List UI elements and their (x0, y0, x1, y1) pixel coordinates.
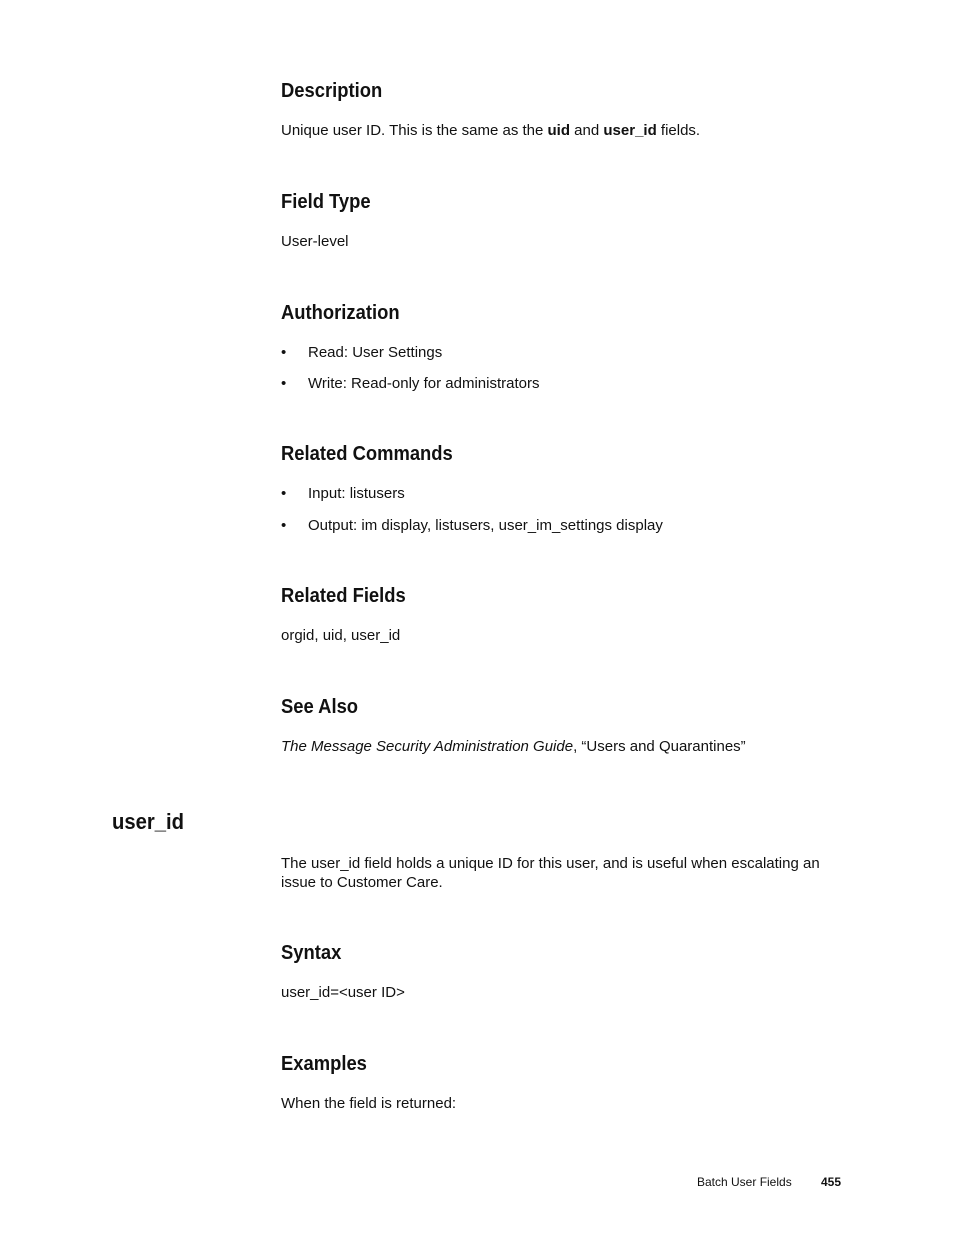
user-id-term: user_id (603, 122, 657, 139)
field-type-heading: Field Type (281, 191, 371, 213)
user-id-intro-line1: The user_id field holds a unique ID for this user, and is useful when escalating an (281, 855, 820, 872)
related-fields-heading: Related Fields (281, 585, 406, 607)
guide-title: The Message Security Administration Guide (281, 738, 574, 755)
examples-text: When the field is returned: (281, 1095, 457, 1112)
syntax-text: user_id=<user ID> (281, 984, 405, 1001)
see-also-heading: See Also (281, 696, 359, 718)
authorization-item: Read: User Settings (308, 344, 443, 361)
related-fields-text: orgid, uid, user_id (281, 627, 401, 644)
uid-term: uid (547, 122, 571, 139)
page-number: 455 (821, 1175, 842, 1189)
examples-heading: Examples (281, 1053, 367, 1075)
bullet: • (281, 517, 287, 534)
user-id-title: user_id (112, 809, 185, 834)
authorization-item: Write: Read-only for administrators (308, 375, 540, 392)
user-id-intro-line2: issue to Customer Care. (281, 874, 443, 891)
bullet: • (281, 344, 287, 361)
description-text: Unique user ID. This is the same as the uid and user_id fields. (281, 122, 701, 139)
description-heading: Description (281, 80, 383, 102)
related-command-item: Output: im display, listusers, user_im_settings display (308, 517, 663, 534)
footer-section-title: Batch User Fields (697, 1175, 792, 1189)
related-commands-heading: Related Commands (281, 443, 453, 465)
syntax-heading: Syntax (281, 942, 342, 964)
related-command-item: Input: listusers (308, 485, 405, 502)
bullet: • (281, 375, 287, 392)
field-type-text: User-level (281, 233, 349, 250)
authorization-heading: Authorization (281, 302, 400, 324)
bullet: • (281, 485, 287, 502)
see-also-text: The Message Security Administration Guide, “Users and Quarantines” (281, 738, 746, 755)
